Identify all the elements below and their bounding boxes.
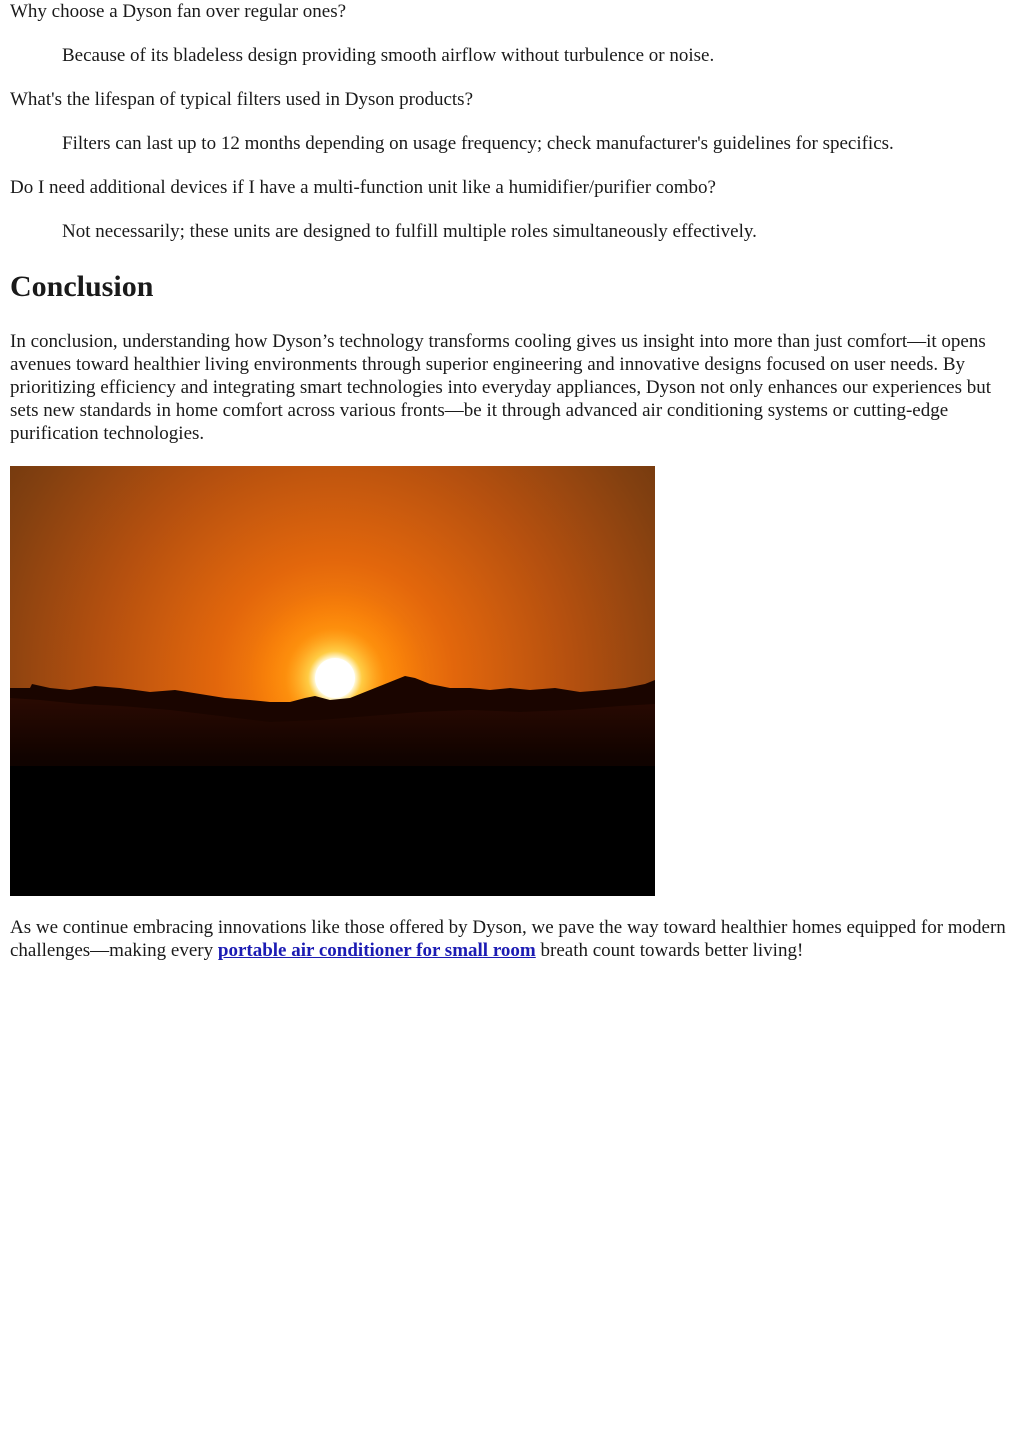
portable-ac-link[interactable]: portable air conditioner for small room — [217, 940, 536, 961]
closing-paragraph — [10, 916, 1010, 962]
faq-question: What's the lifespan of typical filters used in Dyson products? — [10, 89, 474, 110]
conclusion-paragraph: In conclusion, understanding how Dyson’s technology transforms cooling gives us insight into more than just comfort—it opens avenues toward healthier living environments through superior engineering and innovative designs focused on user needs. By prioritizing efficiency and integrating smart technologies into everyday appliances, Dyson not only enhances our experiences but sets new standards in home comfort across various fronts—be it through advanced air conditioning systems or cutting-edge purification technologies. — [10, 331, 992, 444]
faq-answer: Because of its bladeless design providing smooth airflow without turbulence or noise. — [62, 45, 715, 66]
article-body — [10, 0, 1010, 961]
faq-answer: Filters can last up to 12 months depending on usage frequency; check manufacturer's guidelines for specifics. — [62, 133, 894, 154]
conclusion-heading: Conclusion — [10, 270, 154, 303]
faq-answer: Not necessarily; these units are designed to fulfill multiple roles simultaneously effectively. — [62, 221, 757, 242]
sunset-image — [10, 466, 655, 896]
closing-text-before-link: As we continue embracing innovations like those offered by Dyson, we pave the way toward healthier homes equipped for modern challenges—making every — [10, 917, 1006, 961]
faq-question: Why choose a Dyson fan over regular ones? — [10, 1, 347, 22]
closing-text-after-link: breath count towards better living! — [535, 940, 804, 961]
faq-question: Do I need additional devices if I have a multi-function unit like a humidifier/purifier combo? — [10, 177, 716, 198]
faq-list — [10, 0, 1010, 243]
